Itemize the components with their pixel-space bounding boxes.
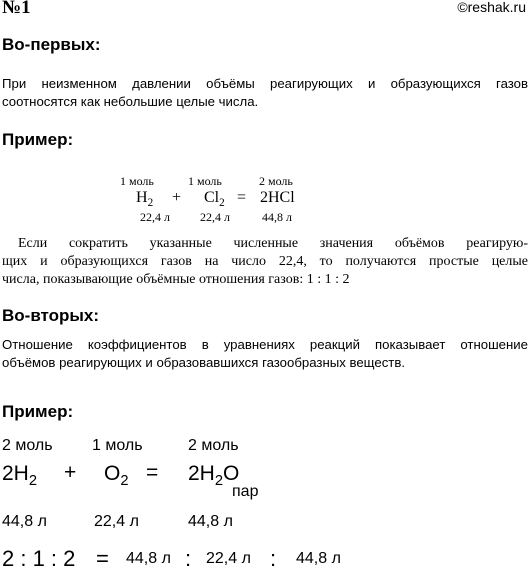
example1-hcl: 2HCl — [260, 189, 295, 206]
example2-o2: $O_2$ — [104, 462, 129, 490]
example1-cl2: $Cl_2$ — [204, 189, 225, 209]
ratio-coefficients: 2 : 1 : 2 — [2, 546, 76, 571]
ratio-colon-1: : — [185, 546, 192, 571]
section1-line1: При неизменном давлении объёмы реагирующих и образующихся газов — [2, 76, 528, 91]
example2-state-label: пар — [232, 483, 259, 500]
ratio-equals: = — [96, 546, 109, 571]
problem-number: №1 — [2, 0, 31, 18]
example2-volume-3: 44,8 л — [188, 513, 233, 530]
example2-volume-2: 22,4 л — [94, 513, 139, 530]
example2-plus: + — [64, 461, 77, 484]
example1-volume-1: 22,4 л — [140, 210, 170, 224]
ratio-volume-3: 44,8 л — [296, 550, 341, 567]
example1-mole-2: 1 моль — [188, 174, 222, 188]
example1-title: Пример: — [2, 130, 74, 149]
example1-volume-3: 44,8 л — [262, 210, 292, 224]
example2-equals: = — [146, 461, 159, 484]
example1-equals: = — [237, 189, 247, 206]
section2-line1: Отношение коэффициентов в уравнениях реакций показывает отношение — [2, 337, 528, 352]
example1-text-line1: Если сократить указанные численные значения объёмов реагирую- — [18, 236, 528, 251]
example1-mole-1: 1 моль — [120, 174, 154, 188]
example1-text-line2: щих и образующихся газов на число 22,4, то получаются простые целые — [2, 254, 528, 269]
example2-water: $2H_2O$ — [188, 462, 240, 490]
section2-line2: объёмов реагирующих и образовавшихся газообразных веществ. — [2, 355, 406, 370]
example1-volume-2: 22,4 л — [200, 210, 230, 224]
example1-mole-3: 2 моль — [259, 174, 293, 188]
example1-text-line3: числа, показывающие объёмные отношения газов: 1 : 1 : 2 — [2, 272, 350, 287]
ratio-volume-1: 44,8 л — [126, 550, 171, 567]
section1-title: Во-первых: — [2, 35, 101, 54]
example2-mole-1: 2 моль — [2, 437, 53, 454]
example2-mole-3: 2 моль — [188, 437, 239, 454]
section1-line2: соотносятся как небольшие целые числа. — [2, 94, 259, 109]
example1-plus: + — [172, 189, 182, 206]
example2-2h2: $2H_2$ — [2, 462, 38, 490]
section2-title: Во-вторых: — [2, 306, 100, 325]
ratio-volume-2: 22,4 л — [206, 550, 251, 567]
example2-volume-1: 44,8 л — [2, 513, 47, 530]
example2-title: Пример: — [2, 402, 74, 421]
example2-mole-2: 1 моль — [92, 437, 143, 454]
ratio-colon-2: : — [270, 546, 277, 571]
example1-h2: $H_2$ — [136, 189, 154, 209]
watermark: ©reshak.ru — [457, 0, 526, 15]
